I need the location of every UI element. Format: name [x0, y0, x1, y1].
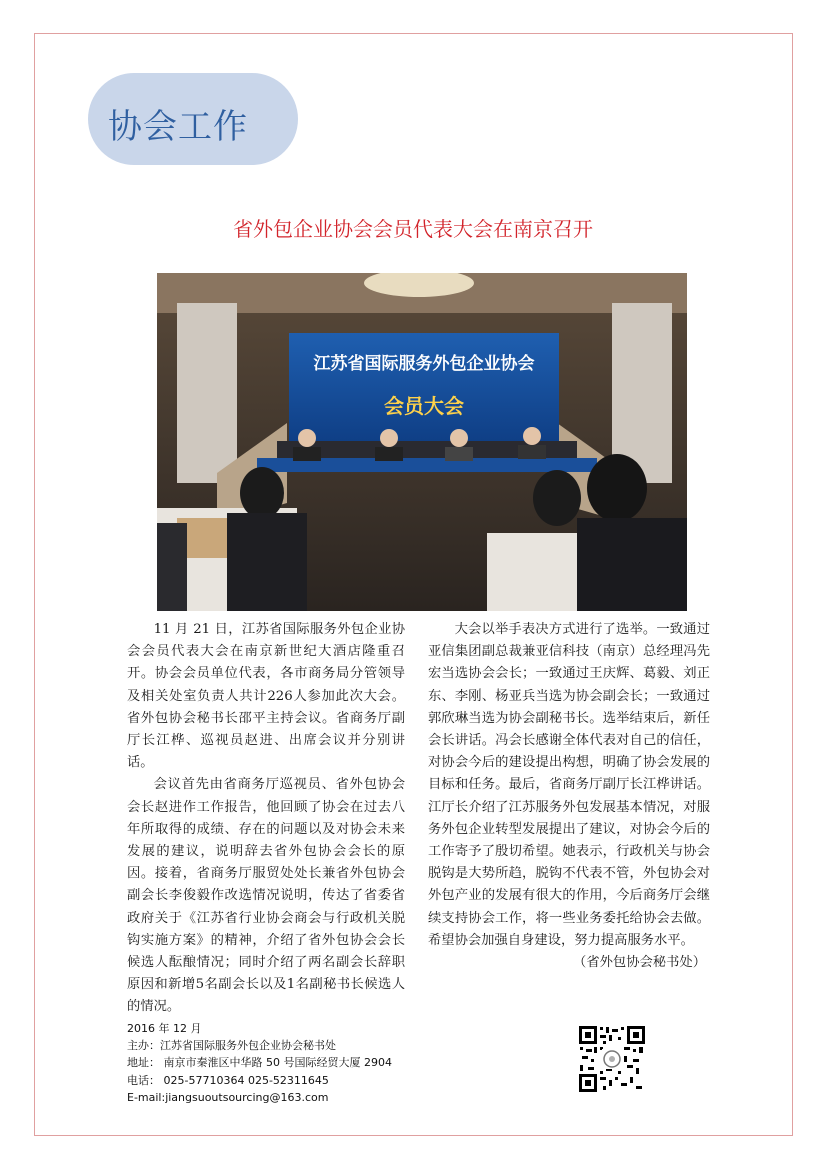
footer-phone: 电话： 025-57710364 025-52311645 — [127, 1073, 329, 1087]
section-tag — [88, 73, 298, 165]
article-paragraph: 会议首先由省商务厅巡视员、省外包协会会长赵进作工作报告，他回顾了协会在过去八年所取得的成绩、存在的问题以及对协会未来发展的建议，说明辞去省外包协会会长的原因。接着，省商务厅服贸处处长兼省外包协会副会长李俊毅作改选情况说明，传达了省委省政府关于《江苏省行业协会商会与行政机关脱钩实施方案》的精神，介绍了省外包协会会长候选人酝酿情况；同时介绍了两名副会长辞职原因和新增5名副会长以及1名副秘书长候选人的情况。 — [127, 777, 405, 1015]
footer-address: 地址： 南京市秦淮区中华路 50 号国际经贸大厦 2904 — [127, 1056, 392, 1070]
footer-sponsor: 主办：江苏省国际服务外包企业协会秘书处 — [127, 1039, 336, 1053]
footer-date: 2016 年 12 月 — [127, 1022, 202, 1035]
article-signoff: （省外包协会秘书处） — [573, 955, 706, 971]
footer-info — [127, 1020, 392, 1106]
article-headline: 省外包企业协会会员代表大会在南京召开 — [233, 217, 593, 241]
footer-email: E-mail:jiangsuoutsourcing@163.com — [127, 1090, 329, 1104]
screen-title: 江苏省国际服务外包企业协会 — [313, 354, 535, 374]
article-column-left — [127, 619, 405, 1019]
article-column-right — [428, 619, 710, 974]
meeting-photo — [157, 273, 687, 611]
qr-code — [578, 1025, 646, 1093]
article-paragraph: 大会以举手表决方式进行了选举。一致通过亚信集团副总裁兼亚信科技（南京）总经理冯先宏当选协会会长；一致通过王庆辉、葛毅、刘正东、李刚、杨亚兵当选为协会副会长；一致通过郭欣琳当选为协会副秘书长。选举结束后，新任会长讲话。冯会长感谢全体代表对自己的信任，对协会今后的建设提出构想，明确了协会发展的目标和任务。最后，省商务厅副厅长江桦讲话。江厅长介绍了江苏服务外包发展基本情况，对服务外包企业转型发展提出了建议，对协会今后的工作寄予了殷切希望。她表示，行政机关与协会脱钩是大势所趋，脱钩不代表不管，外包协会对外包产业的发展有很大的作用，今后商务厅会继续支持协会工作，将一些业务委托给协会去做。希望协会加强自身建设，努力提高服务水平。 — [428, 622, 710, 948]
article-paragraph: 11 月 21 日，江苏省国际服务外包企业协会会员代表大会在南京新世纪大酒店隆重召开。协会会员单位代表，各市商务局分管领导及相关处室负责人共计226人参加此次大会。省外包协会秘书长邵平主持会议。省商务厅副厅长江桦、巡视员赵进、出席会议并分别讲话。 — [127, 622, 405, 771]
section-tag-label: 协会工作 — [108, 107, 248, 147]
screen-subtitle: 会员大会 — [384, 394, 464, 418]
